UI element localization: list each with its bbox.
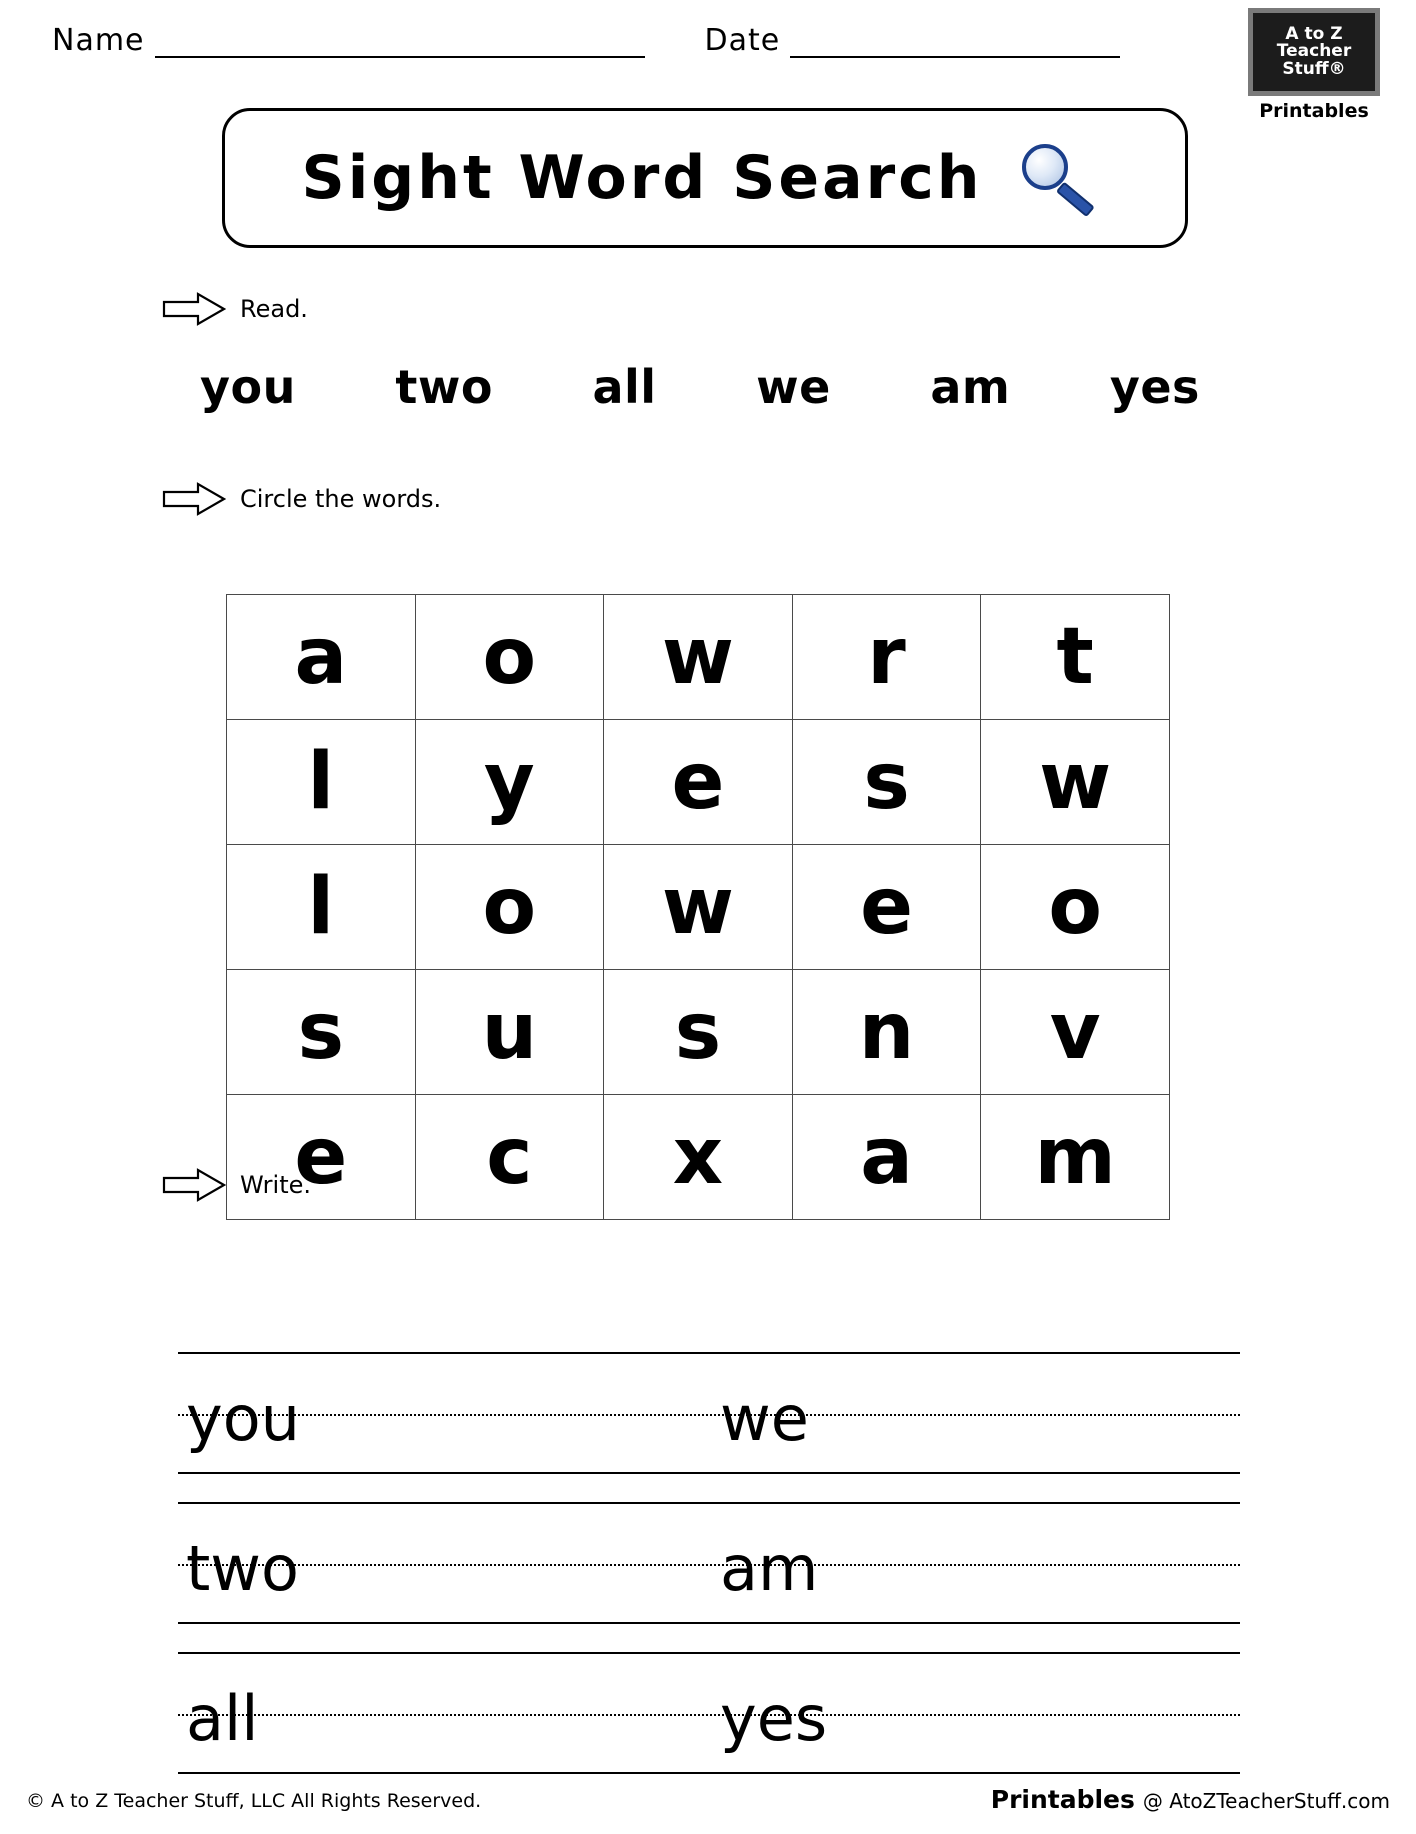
writing-bottom-rule (178, 1772, 1240, 1774)
footer-brand-name: Printables (990, 1785, 1135, 1814)
name-input-line[interactable] (155, 22, 645, 58)
writing-word: you (186, 1382, 300, 1455)
grid-row (227, 720, 1170, 845)
sight-word: we (756, 360, 831, 414)
writing-top-rule (178, 1652, 1240, 1654)
grid-row (227, 970, 1170, 1095)
grid-cell[interactable]: l (227, 845, 416, 970)
sight-word: all (592, 360, 657, 414)
grid-cell[interactable]: x (604, 1095, 793, 1220)
writing-dotted-rule (178, 1714, 1240, 1716)
instruction-write (162, 1168, 311, 1202)
logo-line-2: Teacher (1276, 41, 1352, 62)
writing-top-rule (178, 1352, 1240, 1354)
grid-row (227, 845, 1170, 970)
grid-cell[interactable]: m (981, 1095, 1170, 1220)
logo-chalkboard (1248, 8, 1380, 96)
grid-cell[interactable]: o (981, 845, 1170, 970)
writing-word: am (720, 1532, 819, 1605)
sight-word: you (200, 360, 296, 414)
writing-word: we (720, 1382, 809, 1455)
footer-brand (991, 1785, 1390, 1814)
writing-word: all (186, 1682, 259, 1755)
grid-cell[interactable]: a (227, 595, 416, 720)
grid-cell[interactable]: w (604, 595, 793, 720)
writing-bottom-rule (178, 1622, 1240, 1624)
writing-dotted-rule (178, 1564, 1240, 1566)
name-label: Name (52, 23, 145, 58)
instruction-circle-label: Circle the words. (240, 485, 442, 513)
date-label: Date (704, 23, 781, 58)
grid-cell[interactable]: s (792, 720, 981, 845)
writing-bottom-rule (178, 1472, 1240, 1474)
grid-cell[interactable]: u (415, 970, 604, 1095)
instruction-read-label: Read. (240, 295, 308, 323)
logo-line-3: Stuff® (1282, 58, 1346, 79)
magnifier-icon (1016, 142, 1108, 214)
grid-cell[interactable]: o (415, 845, 604, 970)
grid-row (227, 1095, 1170, 1220)
title-banner (222, 108, 1188, 248)
brand-logo (1240, 8, 1388, 122)
grid-cell[interactable]: e (792, 845, 981, 970)
grid-cell[interactable]: e (604, 720, 793, 845)
arrow-icon (162, 482, 226, 516)
grid-cell[interactable]: w (604, 845, 793, 970)
worksheet-header (52, 22, 1242, 58)
grid-cell[interactable]: n (792, 970, 981, 1095)
grid-cell[interactable]: t (981, 595, 1170, 720)
copyright-notice: © A to Z Teacher Stuff, LLC All Rights Reserved. (26, 1790, 482, 1812)
instruction-write-label: Write. (240, 1171, 311, 1199)
footer-site-url: @ AtoZTeacherStuff.com (1142, 1789, 1390, 1813)
sight-word: am (930, 360, 1011, 414)
grid-row (227, 595, 1170, 720)
logo-caption: Printables (1259, 100, 1369, 122)
writing-practice-area (178, 1352, 1240, 1802)
arrow-icon (162, 1168, 226, 1202)
grid-cell[interactable]: r (792, 595, 981, 720)
grid-cell[interactable]: y (415, 720, 604, 845)
sight-word: yes (1109, 360, 1200, 414)
sight-word-list (200, 360, 1200, 414)
grid-cell[interactable]: c (415, 1095, 604, 1220)
magnifier-handle (1056, 182, 1095, 218)
date-input-line[interactable] (790, 22, 1120, 58)
word-search-grid[interactable] (226, 594, 1170, 1220)
instruction-read (162, 292, 308, 326)
sight-word: two (395, 360, 493, 414)
writing-line-row[interactable] (178, 1652, 1240, 1790)
page-title: Sight Word Search (301, 143, 983, 213)
grid-cell[interactable]: s (227, 970, 416, 1095)
writing-line-row[interactable] (178, 1352, 1240, 1490)
grid-cell[interactable]: w (981, 720, 1170, 845)
grid-cell[interactable]: a (792, 1095, 981, 1220)
writing-dotted-rule (178, 1414, 1240, 1416)
grid-cell[interactable]: v (981, 970, 1170, 1095)
grid-cell[interactable]: l (227, 720, 416, 845)
instruction-circle (162, 482, 441, 516)
grid-cell[interactable]: s (604, 970, 793, 1095)
writing-line-row[interactable] (178, 1502, 1240, 1640)
grid-cell[interactable]: o (415, 595, 604, 720)
grid-cell[interactable]: e (227, 1095, 416, 1220)
writing-top-rule (178, 1502, 1240, 1504)
writing-word: two (186, 1532, 299, 1605)
writing-word: yes (720, 1682, 828, 1755)
arrow-icon (162, 292, 226, 326)
logo-line-1: A to Z (1285, 24, 1343, 44)
